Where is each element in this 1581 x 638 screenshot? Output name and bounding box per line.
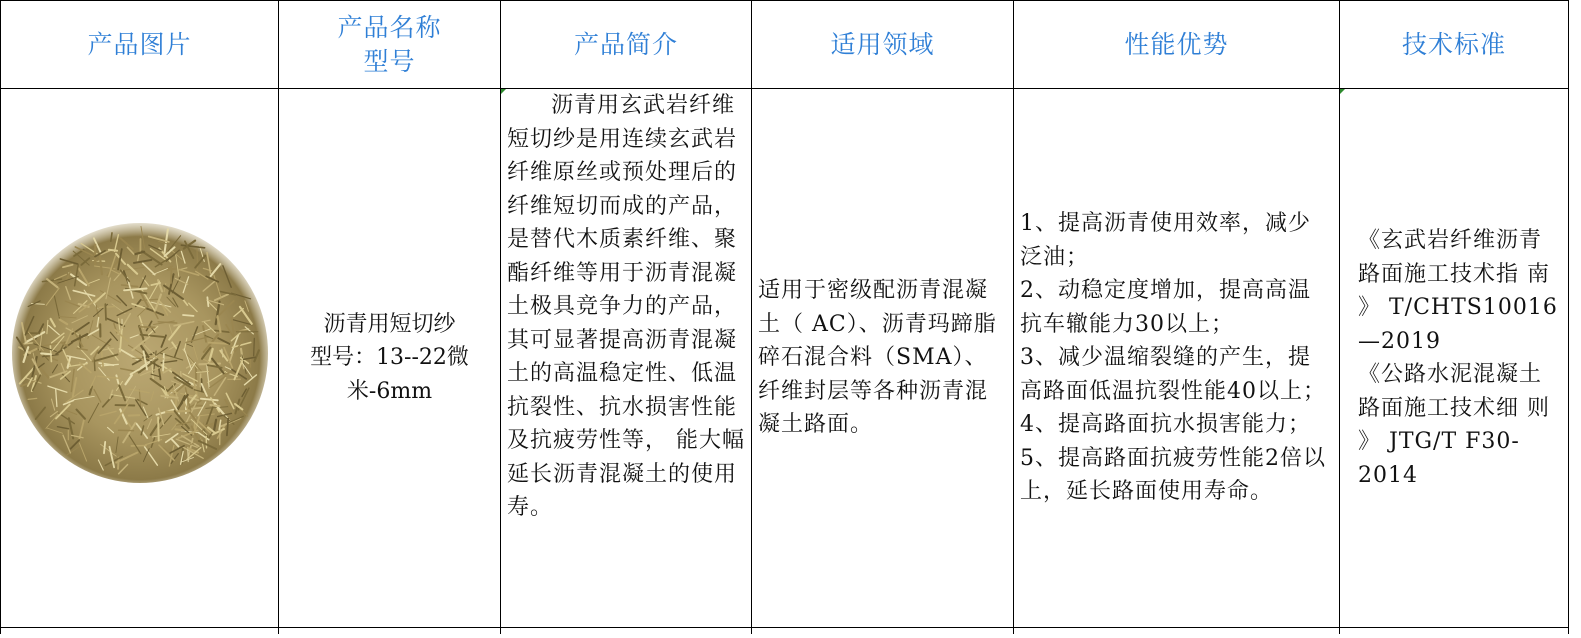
fiber-strand xyxy=(197,248,198,270)
technical-standard-2: 《公路水泥混凝土路面施工技术细 则 》 JTG/T F30-2014 xyxy=(1358,362,1550,488)
header-product-name-model xyxy=(279,1,501,89)
fiber-strand xyxy=(210,405,219,406)
technical-standard-1: 《玄武岩纤维沥青路面施工技术指 南 》 T/CHTS10016—2019 xyxy=(1358,228,1558,354)
fiber-strand xyxy=(158,417,159,440)
product-model-size: 米-6mm xyxy=(346,378,433,404)
advantage-item-4: 4、提高路面抗水损害能力； xyxy=(1020,412,1311,438)
fiber-strand xyxy=(108,249,116,250)
header-application-area: 适用领域 xyxy=(752,1,1014,89)
application-area-text: 适用于密级配沥青混凝土（ AC）、沥青玛蹄脂碎石混合料（SMA）、纤维封层等各种沥青混凝土路面。 xyxy=(758,278,997,438)
fiber-strand xyxy=(128,415,139,416)
technical-standard-cell xyxy=(1340,89,1569,628)
header-product-intro: 产品简介 xyxy=(501,1,752,89)
application-area-cell xyxy=(752,89,1014,628)
fiber-strand xyxy=(166,411,189,412)
fiber-strand xyxy=(139,327,154,328)
fiber-strand xyxy=(99,306,114,307)
fiber-strand xyxy=(41,353,51,354)
bottom-row xyxy=(1,628,1569,635)
cell-corner-marker xyxy=(1340,89,1345,94)
advantage-item-5: 5、提高路面抗疲劳性能2倍以上，延长路面使用寿命。 xyxy=(1020,445,1326,505)
product-row xyxy=(1,89,1569,628)
performance-advantages-cell xyxy=(1014,89,1340,628)
fiber-strand xyxy=(163,353,164,370)
product-name-cell xyxy=(279,89,501,628)
cell-corner-marker xyxy=(501,89,506,94)
fiber-strand xyxy=(104,442,105,453)
header-performance-advantages: 性能优势 xyxy=(1014,1,1340,89)
product-name: 沥青用短切纱 xyxy=(323,311,456,337)
product-model: 型号：13--22微 xyxy=(310,345,469,371)
product-intro-cell xyxy=(501,89,752,628)
advantage-item-3: 3、减少温缩裂缝的产生，提高路面低温抗裂性能40以上； xyxy=(1020,345,1326,404)
fiber-strand xyxy=(253,338,254,355)
advantage-item-1: 1、提高沥青使用效率，减少泛油； xyxy=(1020,211,1311,270)
advantage-item-2: 2、动稳定度增加，提高高温抗车辙能力30以上； xyxy=(1020,278,1311,337)
fiber-strand xyxy=(183,315,194,316)
fiber-strand xyxy=(167,268,177,269)
product-intro-text: 沥青用玄武岩纤维短切纱是用连续玄武岩纤维原丝或预处理后的纤维短切而成的产品，是替代木质素纤维、聚酯纤维等用于沥青混凝土极具竞争力的产品， 其可显著提高沥青混凝土的高温稳定性、低温抗裂性、抗水损害性能及抗疲劳性等， 能大幅延长沥青混凝土的使用寿。 xyxy=(507,93,745,520)
header-product-image: 产品图片 xyxy=(1,1,279,89)
fiber-strand xyxy=(207,297,208,306)
product-image-cell xyxy=(1,89,279,628)
header-technical-standard: 技术标准 xyxy=(1340,1,1569,89)
header-product-name-model-text: 产品名称 型号 xyxy=(337,12,442,76)
fiber-strand xyxy=(175,429,184,430)
fiber-strand xyxy=(105,304,106,320)
header-row xyxy=(1,1,1569,89)
chopped-basalt-fiber-photo-icon xyxy=(9,218,271,488)
